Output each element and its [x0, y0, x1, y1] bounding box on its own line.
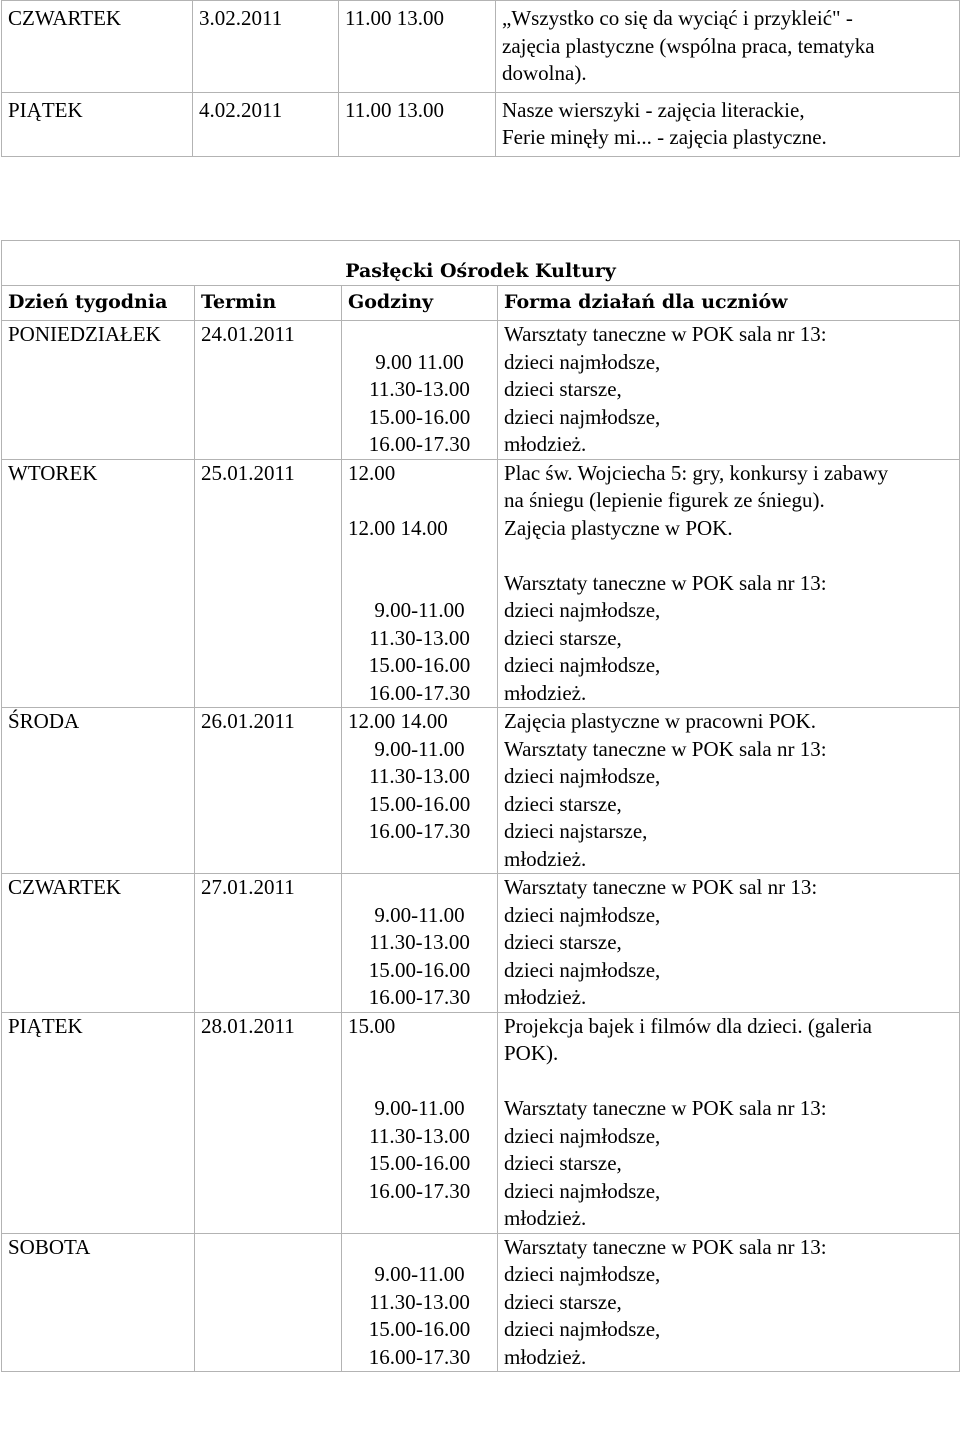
hours-line: 11.30-13.00	[369, 1123, 470, 1148]
activity-line: Warsztaty taneczne w POK sala nr 13:	[504, 1096, 827, 1120]
column-header-date: Termin	[195, 286, 342, 321]
activity-line: dzieci starsze,	[504, 377, 622, 401]
day-cell: ŚRODA	[2, 708, 195, 874]
hours-line	[348, 487, 491, 515]
activity-line: dzieci najmłodsze,	[504, 1123, 661, 1148]
activity-line: dzieci najmłodsze,	[504, 598, 661, 622]
day-cell: SOBOTA	[2, 1233, 195, 1372]
activity-cell	[498, 874, 960, 1013]
hours-line	[348, 1068, 491, 1096]
activity-line: dzieci starsze,	[504, 791, 622, 816]
activity-line: POK).	[504, 1041, 559, 1065]
hours-cell	[342, 874, 498, 1013]
hours-line: 9.00-11.00	[374, 736, 465, 761]
hours-line: 12.00 14.00	[348, 709, 448, 733]
activity-line: dzieci najmłodsze,	[504, 1262, 661, 1286]
activity-line: dzieci starsze,	[504, 930, 622, 954]
hours-line: 15.00-16.00	[368, 791, 471, 816]
table-header-row	[2, 286, 960, 321]
hours-cell	[342, 1012, 498, 1233]
activity-line: Warsztaty taneczne w POK sal nr 13:	[504, 875, 818, 899]
activity-line: dzieci starsze,	[504, 1151, 622, 1175]
table-title-row	[2, 241, 960, 286]
date-cell: 4.02.2011	[193, 92, 339, 156]
activity-line	[504, 1068, 953, 1096]
hours-line: 15.00	[348, 1013, 396, 1038]
activity-line: dzieci najmłodsze,	[504, 957, 661, 982]
table-row	[2, 459, 960, 708]
activity-cell	[498, 1012, 960, 1233]
table-row	[2, 321, 960, 460]
activity-line: na śniegu (lepienie figurek ze śniegu).	[504, 488, 825, 512]
hours-line: 16.00-17.30	[368, 1344, 471, 1369]
hours-line: 11.30-13.00	[369, 1289, 470, 1314]
activity-line: młodzież.	[504, 846, 587, 871]
hours-line	[348, 542, 491, 570]
hours-line: 16.00-17.30	[368, 432, 471, 456]
day-cell: PONIEDZIAŁEK	[2, 321, 195, 460]
activity-line: Projekcja bajek i filmów dla dzieci. (galeria	[504, 1013, 872, 1038]
activity-line: dzieci najmłodsze,	[504, 764, 661, 788]
column-header-form: Forma działań dla uczniów	[498, 286, 960, 321]
activity-line: Warsztaty taneczne w POK sala nr 13:	[504, 1234, 827, 1259]
hours-cell: 11.00 13.00	[339, 92, 496, 156]
activity-line: Zajęcia plastyczne w pracowni POK.	[504, 709, 816, 733]
hours-line: 11.30-13.00	[369, 930, 470, 954]
date-cell	[195, 1233, 342, 1372]
hours-line: 9.00-11.00	[374, 598, 465, 622]
activity-line: dzieci najstarsze,	[504, 819, 648, 843]
hours-line: 12.00	[348, 460, 396, 485]
hours-line: 9.00 11.00	[375, 349, 464, 374]
table-title: Pasłęcki Ośrodek Kultury	[2, 241, 960, 286]
hours-line: 9.00-11.00	[374, 902, 465, 927]
activity-line: młodzież.	[504, 985, 587, 1009]
day-cell: CZWARTEK	[2, 874, 195, 1013]
schedule-rows	[2, 321, 960, 1372]
hours-line: 15.00-16.00	[368, 1151, 471, 1175]
activity-cell	[498, 708, 960, 874]
table-row	[2, 874, 960, 1013]
activity-line: Plac św. Wojciecha 5: gry, konkursy i zabawy	[504, 460, 889, 485]
day-cell: CZWARTEK	[2, 1, 193, 93]
previous-schedule-table	[1, 0, 960, 157]
hours-cell	[342, 708, 498, 874]
activity-line: dzieci najmłodsze,	[504, 902, 661, 927]
activity-cell	[496, 1, 960, 93]
activity-cell	[496, 92, 960, 156]
hours-line: 16.00-17.30	[368, 1178, 471, 1203]
hours-line	[348, 570, 491, 598]
activity-line: dzieci najmłodsze,	[504, 1317, 661, 1341]
date-cell: 24.01.2011	[195, 321, 342, 460]
hours-line: 11.30-13.00	[369, 377, 470, 401]
date-cell: 27.01.2011	[195, 874, 342, 1013]
hours-line: 16.00-17.30	[368, 680, 471, 705]
activity-line	[504, 542, 953, 570]
hours-line: 9.00-11.00	[374, 1262, 465, 1286]
activity-line: dzieci starsze,	[504, 1289, 622, 1314]
column-header-day: Dzień tygodnia	[2, 286, 195, 321]
activity-line: Ferie minęły mi... - zajęcia plastyczne.	[502, 125, 827, 149]
hours-line: 16.00-17.30	[368, 985, 471, 1009]
table-row	[2, 1012, 960, 1233]
hours-line: 11.30-13.00	[369, 764, 470, 788]
day-cell: PIĄTEK	[2, 92, 193, 156]
activity-line: dzieci najmłodsze,	[504, 349, 661, 374]
activity-line: Nasze wierszyki - zajęcia literackie,	[502, 97, 805, 122]
activity-cell	[498, 321, 960, 460]
activity-line: Zajęcia plastyczne w POK.	[504, 515, 733, 540]
activity-line: młodzież.	[504, 1344, 587, 1369]
activity-line: Warsztaty taneczne w POK sala nr 13:	[504, 736, 827, 761]
date-cell: 26.01.2011	[195, 708, 342, 874]
hours-line: 15.00-16.00	[368, 957, 471, 982]
activity-line: dzieci starsze,	[504, 625, 622, 650]
table-row	[2, 708, 960, 874]
day-cell: PIĄTEK	[2, 1012, 195, 1233]
hours-cell	[342, 1233, 498, 1372]
date-cell: 3.02.2011	[193, 1, 339, 93]
activity-line: dzieci najmłodsze,	[504, 404, 661, 429]
activity-line: zajęcia plastyczne (wspólna praca, tematyka	[502, 33, 875, 58]
hours-line: 15.00-16.00	[368, 1317, 471, 1341]
hours-line	[348, 1040, 491, 1068]
hours-line: 9.00-11.00	[374, 1096, 465, 1120]
activity-line: dzieci najmłodsze,	[504, 653, 661, 677]
date-cell: 28.01.2011	[195, 1012, 342, 1233]
hours-line	[348, 1234, 491, 1262]
day-cell: WTOREK	[2, 459, 195, 708]
pok-schedule-table	[1, 240, 960, 1372]
table-row	[2, 92, 960, 156]
activity-line: młodzież.	[504, 680, 587, 705]
activity-line: młodzież.	[504, 1206, 587, 1230]
activity-line: młodzież.	[504, 432, 587, 456]
hours-cell: 11.00 13.00	[339, 1, 496, 93]
activity-line: „Wszystko co się da wyciąć i przykleić" -	[502, 6, 853, 30]
hours-line: 11.30-13.00	[369, 625, 470, 650]
table-row	[2, 1, 960, 93]
hours-line	[348, 321, 491, 349]
hours-line: 15.00-16.00	[368, 404, 471, 429]
hours-line	[348, 874, 491, 902]
hours-line: 16.00-17.30	[368, 819, 471, 843]
column-header-hours: Godziny	[342, 286, 498, 321]
activity-cell	[498, 1233, 960, 1372]
activity-line: Warsztaty taneczne w POK sala nr 13:	[504, 322, 827, 346]
table-row	[2, 1233, 960, 1372]
hours-line: 12.00 14.00	[348, 515, 448, 540]
hours-line: 15.00-16.00	[368, 653, 471, 677]
activity-line: dowolna).	[502, 61, 587, 85]
activity-line: Warsztaty taneczne w POK sala nr 13:	[504, 570, 827, 595]
activity-cell	[498, 459, 960, 708]
hours-cell	[342, 459, 498, 708]
date-cell: 25.01.2011	[195, 459, 342, 708]
activity-line: dzieci najmłodsze,	[504, 1178, 661, 1203]
hours-cell	[342, 321, 498, 460]
